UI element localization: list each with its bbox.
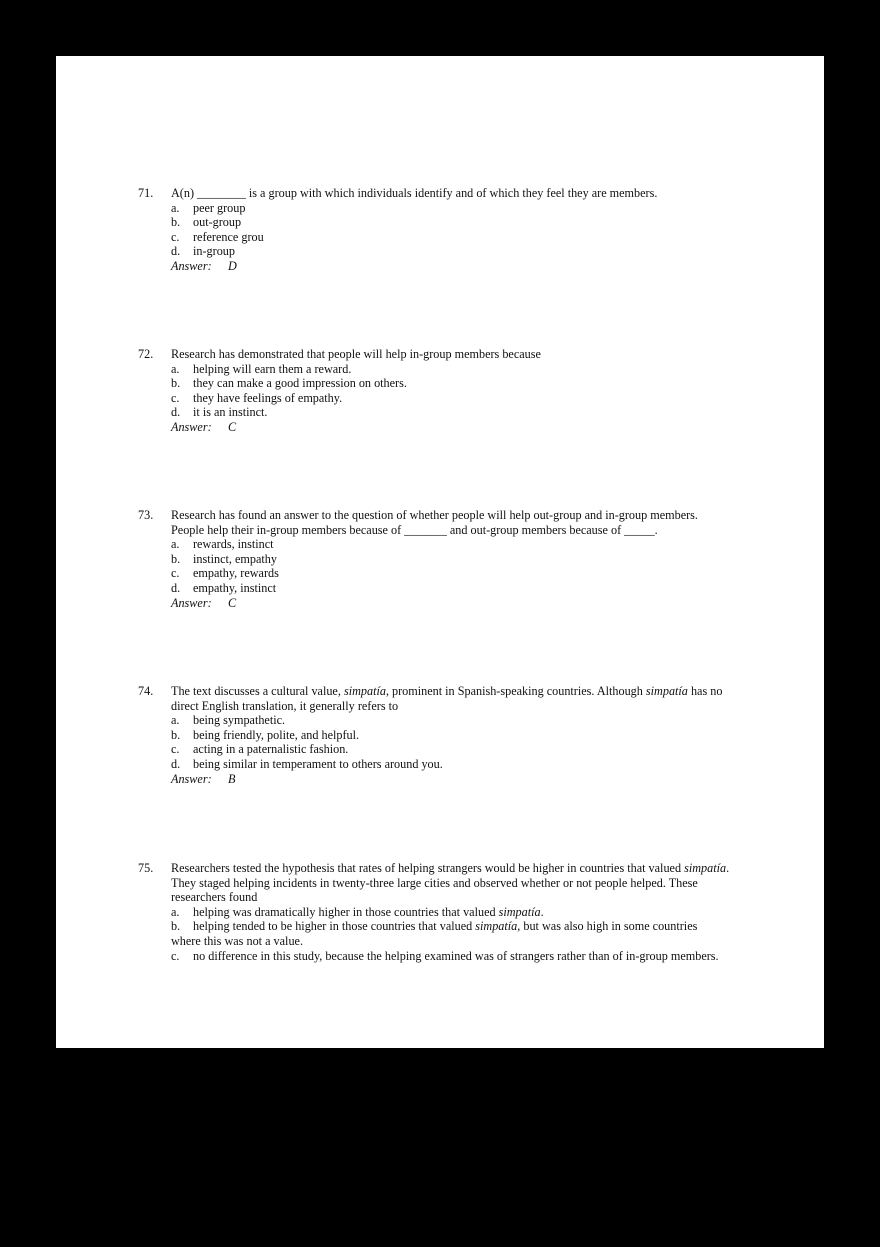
option-a: a. being sympathetic. <box>171 713 286 728</box>
option-b: b. instinct, empathy <box>171 551 277 566</box>
answer-line: Answer: C <box>171 595 237 610</box>
option-a: a. rewards, instinct <box>171 537 274 552</box>
question-number: 72. <box>138 347 154 361</box>
option-c: c. no difference in this study, because the helping examined was of strangers rather than of in-group members. <box>171 948 719 963</box>
option-c: c. empathy, rewards <box>171 566 279 581</box>
option-b: b. they can make a good impression on others. <box>171 376 407 391</box>
question-stem-line-1: Research has found an answer to the question of whether people will help out-group and in-group members. <box>171 508 698 522</box>
option-a: a. helping was dramatically higher in those countries that valued simpatía. <box>171 904 544 919</box>
question-stem: Research has demonstrated that people will help in-group members because <box>171 347 541 361</box>
answer-value: C <box>228 595 237 610</box>
answer-line: Answer: D <box>171 258 237 273</box>
question-stem-line-2: People help their in-group members because of _______ and out-group members because of _____. <box>171 522 658 537</box>
document-page <box>56 56 824 1048</box>
question-75 <box>138 861 744 963</box>
answer-value: B <box>228 771 236 786</box>
option-c: c. reference grou <box>171 229 264 244</box>
question-number: 71. <box>138 186 154 200</box>
answer-line: Answer: C <box>171 419 237 434</box>
question-73 <box>138 508 758 610</box>
question-number: 73. <box>138 508 154 522</box>
option-b: b. helping tended to be higher in those countries that valued simpatía, but was also high in some countries where this was not a value. <box>171 919 698 948</box>
option-b: b. being friendly, polite, and helpful. <box>171 727 360 742</box>
option-d: d. being similar in temperament to others around you. <box>171 756 443 771</box>
option-b: b. out-group <box>171 215 242 230</box>
option-a: a. helping will earn them a reward. <box>171 361 352 376</box>
question-number: 74. <box>138 684 154 698</box>
option-d: d. it is an instinct. <box>171 405 268 420</box>
option-c: c. they have feelings of empathy. <box>171 390 343 405</box>
answer-value: D <box>228 258 237 273</box>
question-number: 75. <box>138 861 154 875</box>
question-stem: The text discusses a cultural value, simpatía, prominent in Spanish-speaking countries. Although simpatía has no direct English translation, it generally refers to <box>171 684 723 713</box>
question-72 <box>138 347 758 435</box>
option-a: a. peer group <box>171 200 246 215</box>
question-stem: A(n) ________ is a group with which individuals identify and of which they feel they are members. <box>171 186 658 200</box>
answer-line: Answer: B <box>171 771 236 786</box>
question-71 <box>138 186 758 274</box>
question-74 <box>138 684 738 786</box>
option-d: d. in-group <box>171 244 235 259</box>
answer-value: C <box>228 419 237 434</box>
option-c: c. acting in a paternalistic fashion. <box>171 742 349 757</box>
option-d: d. empathy, instinct <box>171 580 277 595</box>
question-stem: Researchers tested the hypothesis that rates of helping strangers would be higher in countries that valued simpatía. They staged helping incidents in twenty-three large cities and observed whether or not people helped. These researchers found <box>171 861 730 905</box>
